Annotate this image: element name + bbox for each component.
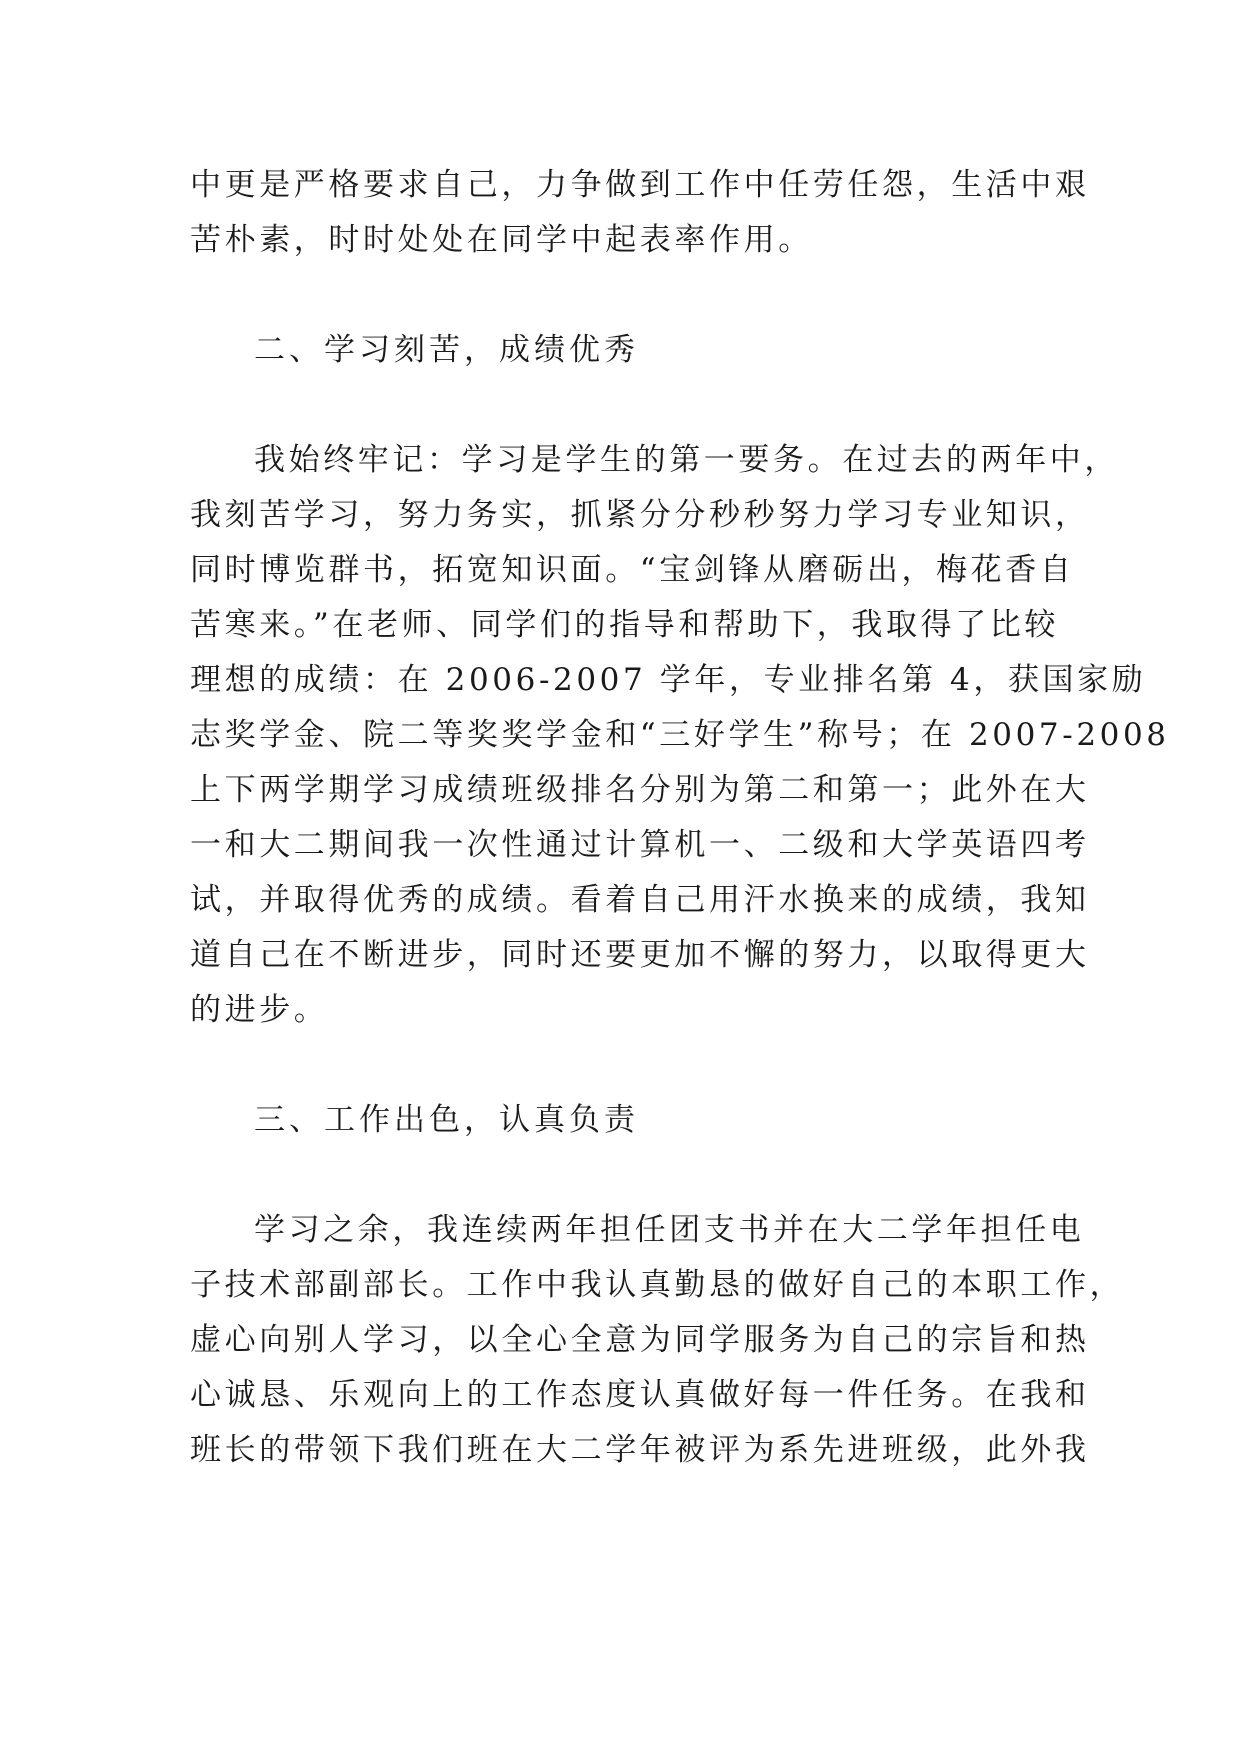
text-line: 心诚恳、乐观向上的工作态度认真做好每一件任务。在我和 [190, 1377, 1090, 1413]
text-line: 学习之余，我连续两年担任团支书并在大二学年担任电 [254, 1212, 1085, 1248]
text-line: 志奖学金、院二等奖奖学金和“三好学生”称号；在 2007-2008 [190, 717, 1170, 753]
text-line: 道自己在不断进步，同时还要更加不懈的努力，以取得更大 [190, 937, 1090, 973]
document-page [190, 158, 1170, 1478]
paragraph-continuation [190, 158, 1090, 268]
paragraph-study [190, 433, 1170, 1038]
text-line: 上下两学期学习成绩班级排名分别为第二和第一；此外在大 [190, 772, 1090, 808]
text-line: 虚心向别人学习，以全心全意为同学服务为自己的宗旨和热 [190, 1322, 1090, 1358]
heading-text: 三、工作出色，认真负责 [254, 1102, 639, 1138]
paragraph-gap [190, 268, 1052, 323]
text-line: 班长的带领下我们班在大二学年被评为系先进班级，此外我 [190, 1432, 1090, 1468]
paragraph-gap [190, 1148, 1052, 1203]
text-line: 中更是严格要求自己，力争做到工作中任劳任怨，生活中艰 [190, 167, 1090, 203]
text-line: 同时博览群书，拓宽知识面。“宝剑锋从磨砺出，梅花香自 [190, 552, 1075, 588]
section-heading-3 [190, 1093, 1052, 1148]
paragraph-gap [190, 1038, 1052, 1093]
text-line: 子技术部副部长。工作中我认真勤恳的做好自己的本职工作， [190, 1267, 1125, 1303]
text-line: 理想的成绩：在 2006-2007 学年，专业排名第 4，获国家励 [190, 662, 1147, 698]
paragraph-work [190, 1203, 1125, 1478]
text-line: 我始终牢记：学习是学生的第一要务。在过去的两年中， [254, 442, 1119, 478]
text-line: 苦寒来。”在老师、同学们的指导和帮助下，我取得了比较 [190, 607, 1059, 643]
text-line: 的进步。 [190, 992, 329, 1028]
text-line: 一和大二期间我一次性通过计算机一、二级和大学英语四考 [190, 827, 1090, 863]
text-line: 我刻苦学习，努力务实，抓紧分分秒秒努力学习专业知识， [190, 497, 1090, 533]
paragraph-gap [190, 378, 1052, 433]
text-line: 苦朴素，时时处处在同学中起表率作用。 [190, 222, 813, 258]
heading-text: 二、学习刻苦，成绩优秀 [254, 332, 639, 368]
section-heading-2 [190, 323, 1052, 378]
text-line: 试，并取得优秀的成绩。看着自己用汗水换来的成绩，我知 [190, 882, 1090, 918]
